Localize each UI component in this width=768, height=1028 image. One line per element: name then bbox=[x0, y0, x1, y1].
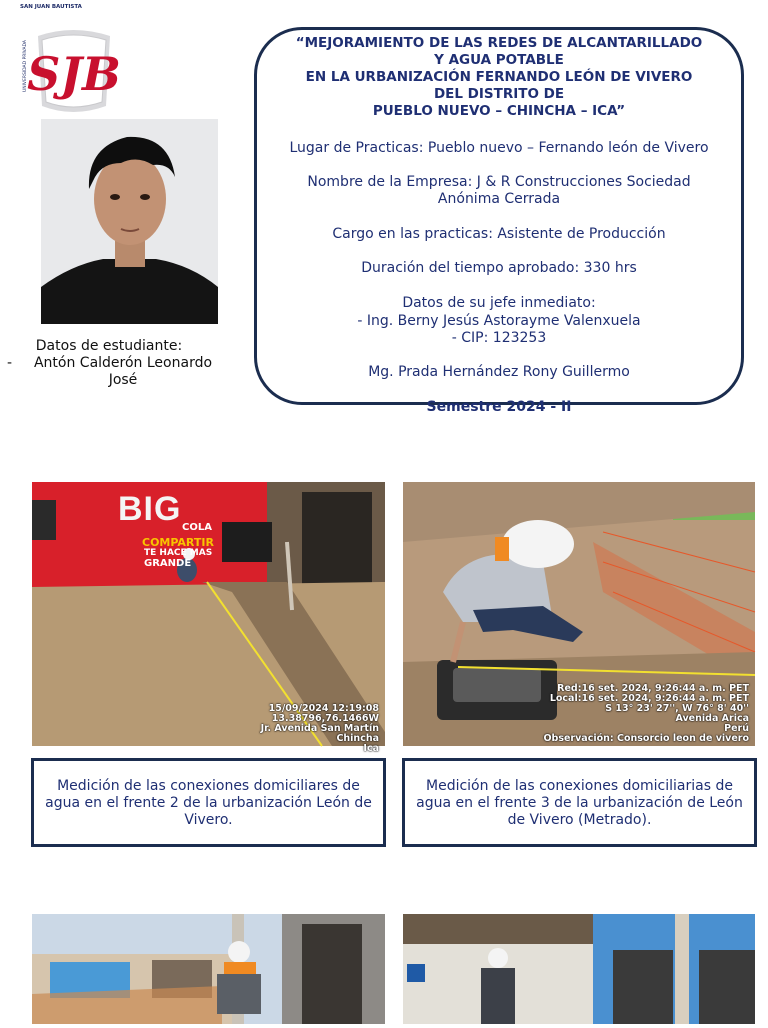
student-name bbox=[0, 355, 218, 389]
student-bullet: - bbox=[7, 355, 13, 371]
supervisor-name: - Ing. Berny Jesús Astorayme Valenxuela bbox=[357, 313, 641, 329]
photo-1-caption: Medición de las conexiones domiciliares de agua en el frente 2 de la urbanización León de Vivero. bbox=[31, 758, 386, 847]
university-name: SAN JUAN BAUTISTA bbox=[20, 4, 82, 10]
stamp-line: Observación: Consorcio leon de vivero bbox=[543, 733, 749, 744]
project-title-line: PUEBLO NUEVO – CHINCHA – ICA” bbox=[372, 103, 626, 119]
sign-cola: COLA bbox=[182, 522, 212, 533]
logo-emblem bbox=[20, 12, 120, 112]
sign-te-hace-mas: TE HACE MAS bbox=[144, 548, 213, 558]
stamp-line: Jr. Avenida San Martín bbox=[260, 723, 379, 734]
project-title-line: Y AGUA POTABLE bbox=[434, 52, 564, 68]
site-photo-front-3 bbox=[403, 482, 755, 746]
stamp-line: Chincha bbox=[336, 733, 379, 744]
approved-duration: Duración del tiempo aprobado: 330 hrs bbox=[361, 260, 637, 276]
project-title bbox=[254, 35, 744, 120]
project-title-line: DEL DISTRITO DE bbox=[433, 86, 565, 102]
site-photo-front-2 bbox=[32, 482, 385, 754]
stamp-line: Perú bbox=[724, 723, 749, 734]
supervisor-label: Datos de su jefe inmediato: bbox=[402, 295, 596, 311]
photo-2-stamp bbox=[543, 684, 749, 744]
university-side-text: UNIVERSIDAD PRIVADA bbox=[23, 40, 28, 93]
site-photo-3 bbox=[32, 914, 385, 1024]
stamp-line: Ica bbox=[363, 743, 379, 754]
advisor-name: Mg. Prada Hernández Rony Guillermo bbox=[368, 364, 630, 380]
semester-label: Semestre 2024 - II bbox=[426, 399, 572, 415]
practice-location: Lugar de Practicas: Pueblo nuevo – Fernando león de Vivero bbox=[289, 140, 709, 156]
stamp-line: S 13° 23' 27'', W 76° 8' 40'' bbox=[605, 703, 749, 714]
stamp-line: 15/09/2024 12:19:08 bbox=[268, 703, 379, 714]
project-title-line: “MEJORAMIENTO DE LAS REDES DE ALCANTARILLADO bbox=[295, 35, 703, 51]
supervisor-cip: - CIP: 123253 bbox=[451, 330, 547, 346]
site-photo-4 bbox=[403, 914, 755, 1024]
student-photo bbox=[41, 119, 218, 324]
company-name: Nombre de la Empresa: J & R Construcciones Sociedad Anónima Cerrada bbox=[307, 174, 691, 207]
stamp-line: 13.38796,76.1466W bbox=[271, 713, 379, 724]
photo-2-caption: Medición de las conexiones domiciliarias de agua en el frente 3 de la urbanización de León de Vivero (Metrado). bbox=[402, 758, 757, 847]
sign-big: BIG bbox=[118, 490, 182, 528]
stamp-line: Avenida Arica bbox=[675, 713, 749, 724]
student-data-label: Datos de estudiante: bbox=[35, 338, 183, 354]
student-name-text: Antón Calderón Leonardo José bbox=[33, 355, 213, 388]
stamp-line: Red:16 set. 2024, 9:26:44 a. m. PET bbox=[557, 683, 749, 694]
photo-1-stamp bbox=[261, 704, 379, 754]
svg-text:SJB: SJB bbox=[27, 47, 121, 101]
sign-compartir: COMPARTIR bbox=[142, 536, 214, 549]
sign-grande: GRANDE bbox=[144, 558, 192, 569]
practice-position: Cargo en las practicas: Asistente de Producción bbox=[332, 226, 666, 242]
stamp-line: Local:16 set. 2024, 9:26:44 a. m. PET bbox=[549, 693, 749, 704]
project-title-line: EN LA URBANIZACIÓN FERNANDO LEÓN DE VIVERO bbox=[305, 69, 693, 85]
